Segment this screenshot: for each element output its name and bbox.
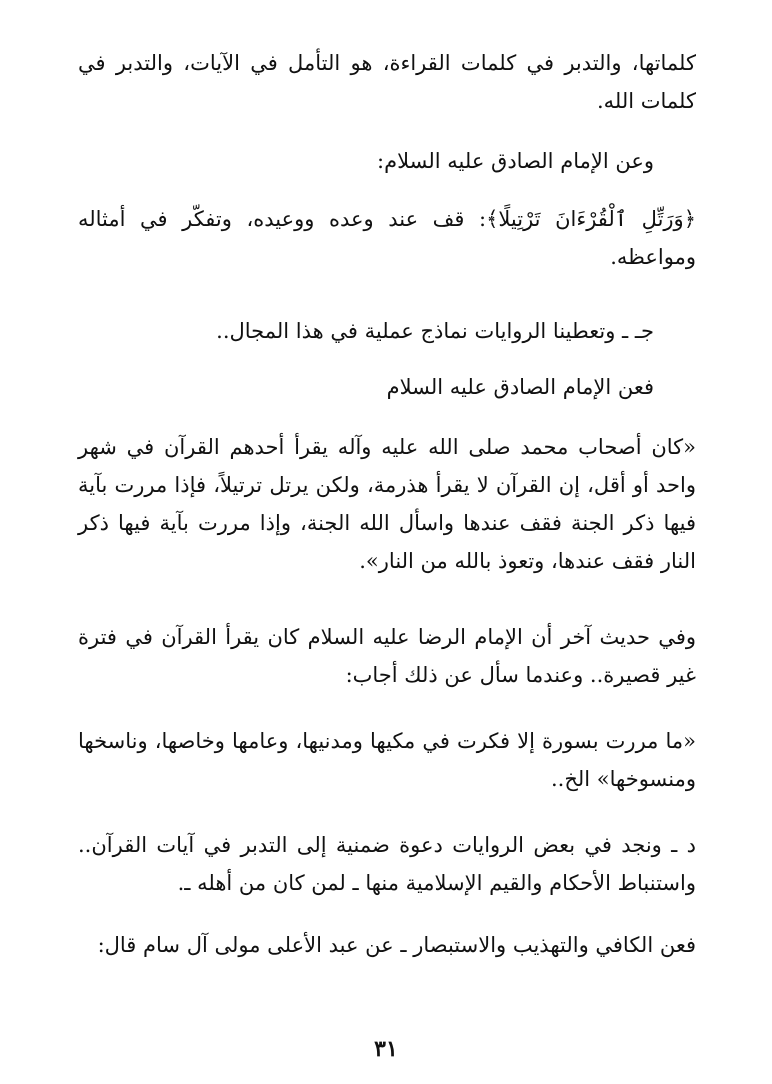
paragraph-9: د ـ ونجد في بعض الروايات دعوة ضمنية إلى التدبر في آيات القرآن.. واستنباط الأحكام والقيم الإسلامية منها ـ لمن كان من أهله ـ. xyxy=(78,833,696,895)
paragraph-3: ﴿وَرَتِّلِ ٱلْقُرْءَانَ تَرْتِيلًا﴾: قف عند وعده ووعيده، وتفكّر في أمثاله ومواعظه. xyxy=(78,207,696,269)
paragraph-2: وعن الإمام الصادق عليه السلام: xyxy=(377,149,654,173)
page-number: ٣١ xyxy=(374,1036,398,1062)
paragraph-4: جـ ـ وتعطينا الروايات نماذج عملية في هذا المجال.. xyxy=(216,319,654,343)
paragraph-10: فعن الكافي والتهذيب والاستبصار ـ عن عبد الأعلى مولى آل سام قال: xyxy=(97,933,696,957)
paragraph-7: وفي حديث آخر أن الإمام الرضا عليه السلام كان يقرأ القرآن في فترة غير قصيرة.. وعندما سأل عن ذلك أجاب: xyxy=(78,625,696,687)
paragraph-1: كلماتها، والتدبر في كلمات القراءة، هو التأمل في الآيات، والتدبر في كلمات الله. xyxy=(78,51,696,113)
paragraph-8: «ما مررت بسورة إلا فكرت في مكيها ومدنيها، وعامها وخاصها، وناسخها ومنسوخها» الخ.. xyxy=(78,729,696,791)
paragraph-5: فعن الإمام الصادق عليه السلام xyxy=(386,375,654,399)
paragraph-6: «كان أصحاب محمد صلى الله عليه وآله يقرأ أحدهم القرآن في شهر واحد أو أقل، إن القرآن لا يقرأ هذرمة، ولكن يرتل ترتيلاً، فإذا مررت بآية فيها ذكر الجنة فقف عندها واسأل الله الجنة، وإذا مررت بآية فيها ذكر النار فقف عندها، وتعوذ بالله من النار». xyxy=(78,435,696,573)
